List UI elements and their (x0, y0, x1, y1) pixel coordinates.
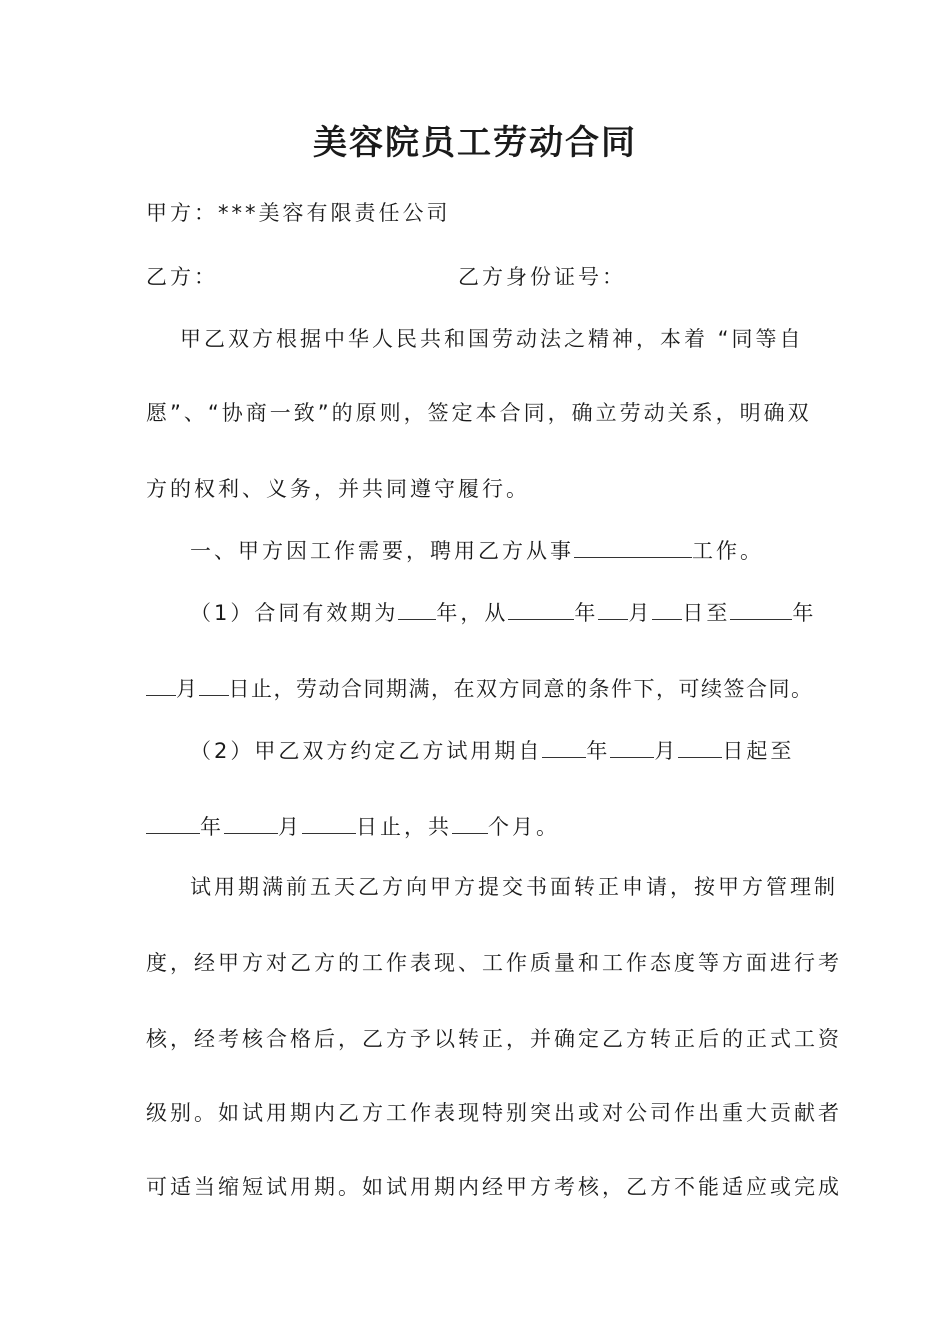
term-1-text-a: （1）合同有效期为 (190, 601, 399, 625)
term-2-text-b: 年 (586, 739, 611, 763)
document-title: 美容院员工劳动合同 (313, 123, 637, 163)
probation-start-year-blank (542, 737, 586, 758)
probation-end-day-blank (302, 813, 356, 834)
party-b-label: 乙方： (146, 265, 218, 289)
clause-1-line (190, 536, 764, 566)
probation-line-5: 可适当缩短试用期。如试用期内经甲方考核，乙方不能适应或完成 (146, 1175, 842, 1199)
probation-start-month-blank (610, 737, 654, 758)
term-years-blank (398, 599, 436, 620)
term-1-text-f: 年 (792, 601, 817, 625)
term-1-text-e: 日至 (682, 601, 731, 625)
probation-end-year-blank (146, 813, 200, 834)
clause-1-suffix: 工作。 (692, 539, 764, 563)
end-year-blank (730, 599, 792, 620)
term-2-text-e: 年 (200, 815, 224, 839)
term-2-line-2 (146, 812, 560, 842)
term-2-text-d: 日起至 (722, 739, 795, 763)
intro-line-3: 方的权利、义务，并共同遵守履行。 (146, 477, 530, 501)
probation-end-month-blank (224, 813, 278, 834)
party-b-id-label: 乙方身份证号： (458, 265, 626, 289)
probation-months-blank (452, 813, 488, 834)
term-2-text-c: 月 (654, 739, 679, 763)
party-a-line: 甲方：***美容有限责任公司 (146, 201, 451, 225)
term-2-text-g: 日止，共 (356, 815, 452, 839)
probation-line-4: 级别。如试用期内乙方工作表现特别突出或对公司作出重大贡献者 (146, 1101, 842, 1125)
start-year-blank (508, 599, 574, 620)
start-day-blank (652, 599, 682, 620)
probation-line-3: 核，经考核合格后，乙方予以转正，并确定乙方转正后的正式工资 (146, 1027, 842, 1051)
term-1-text-d: 月 (628, 601, 653, 625)
party-b-line (146, 262, 846, 292)
end-day-blank (199, 675, 229, 696)
term-1-line-1 (190, 598, 816, 628)
probation-start-day-blank (678, 737, 722, 758)
start-month-blank (598, 599, 628, 620)
intro-line-1: 甲乙双方根据中华人民共和国劳动法之精神，本着 “同等自 (180, 327, 804, 351)
intro-line-2: 愿”、“协商一致”的原则，签定本合同，确立劳动关系，明确双 (146, 401, 812, 425)
term-1-text-g: 月 (176, 677, 199, 701)
probation-line-2: 度，经甲方对乙方的工作表现、工作质量和工作态度等方面进行考 (146, 951, 842, 975)
term-2-text-a: （2）甲乙双方约定乙方试用期自 (190, 739, 543, 763)
end-month-blank (146, 675, 176, 696)
term-2-text-h: 个月。 (488, 815, 560, 839)
term-1-line-2 (146, 674, 814, 704)
probation-line-1: 试用期满前五天乙方向甲方提交书面转正申请，按甲方管理制 (190, 875, 838, 899)
job-blank (574, 537, 692, 558)
term-2-text-f: 月 (278, 815, 302, 839)
term-2-line-1 (190, 736, 794, 766)
term-1-text-c: 年 (574, 601, 599, 625)
term-1-text-h: 日止，劳动合同期满，在双方同意的条件下，可续签合同。 (228, 677, 814, 701)
term-1-text-b: 年，从 (436, 601, 509, 625)
clause-1-prefix: 一、甲方因工作需要，聘用乙方从事 (190, 539, 574, 563)
